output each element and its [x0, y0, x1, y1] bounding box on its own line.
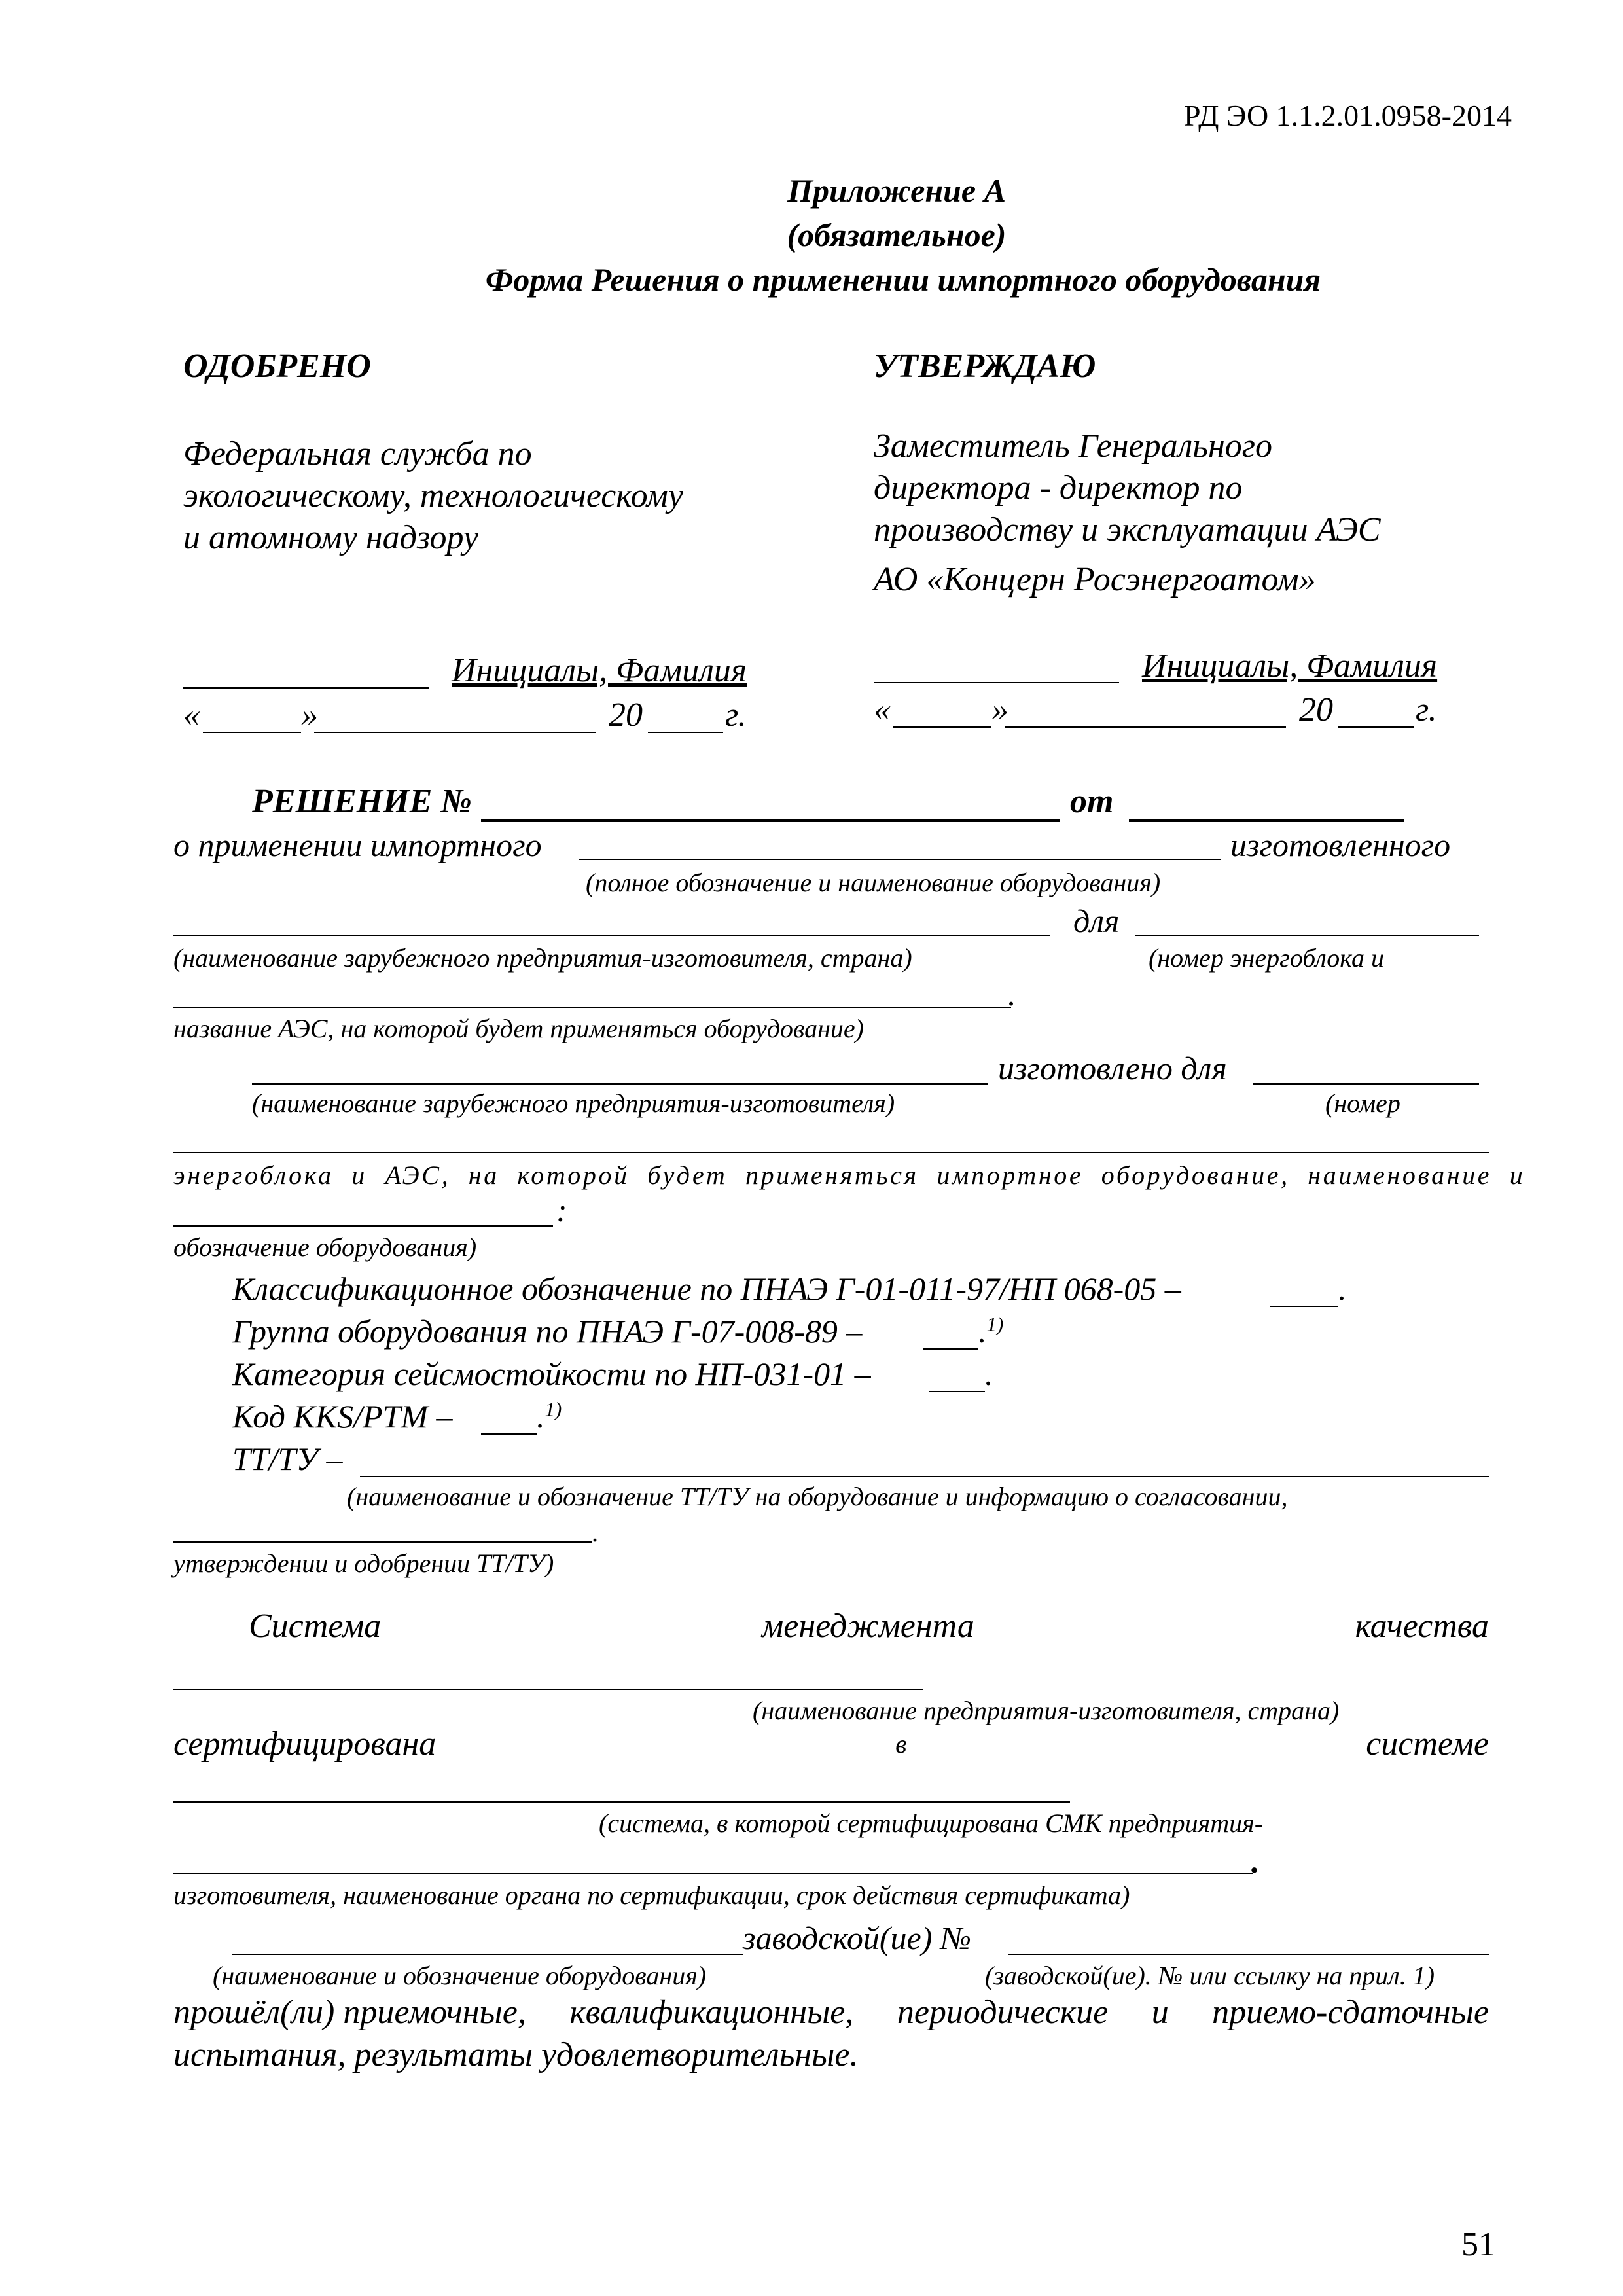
hint-manufacturer: (наименование зарубежного предприятия-изготовителя) — [252, 1088, 895, 1118]
approved-signature-line — [183, 687, 429, 689]
kks-end-period: . — [537, 1398, 545, 1435]
approved-day-line — [203, 732, 301, 733]
group-text: Группа оборудования по ПНАЭ Г-07-008-89 – — [232, 1313, 863, 1350]
confirm-org-line: АО «Концерн Росэнергоатом» — [874, 561, 1316, 598]
confirm-date-open: « — [874, 691, 891, 728]
equipment-line-2 — [232, 1954, 743, 1955]
document-code: РД ЭО 1.1.2.01.0958-2014 — [1184, 99, 1512, 132]
confirm-org-line: производству и эксплуатации АЭС — [874, 511, 1381, 548]
confirm-signature-name: Инициалы, Фамилия — [1142, 647, 1438, 685]
decision-number-line — [481, 819, 1060, 822]
manufacturer-line — [173, 935, 1050, 936]
appendix-status: (обязательное) — [787, 217, 1007, 253]
hint-equipment: (полное обозначение и наименование оборудования) — [586, 868, 1161, 897]
colon: : — [556, 1192, 567, 1229]
period: . — [1250, 1843, 1258, 1880]
hint-cert: изготовителя, наименование органа по сертификации, срок действия сертификата) — [173, 1880, 1130, 1910]
unit-line-2 — [1253, 1083, 1479, 1085]
approved-signature-name: Инициалы, Фамилия — [452, 652, 747, 689]
approved-org-line: экологическому, технологическому — [183, 477, 683, 514]
made-for-text: изготовлено для — [998, 1050, 1227, 1086]
hint-manufacturer-country-2: (наименование предприятия-изготовителя, страна) — [753, 1696, 1340, 1725]
manufacturer-country-line — [173, 1689, 923, 1690]
cert-word: системе — [1366, 1725, 1489, 1763]
hint-unit: (номер энергоблока и — [1149, 943, 1384, 973]
hint-number: (номер — [1325, 1088, 1400, 1118]
serial-text: заводской(ие) № — [743, 1920, 971, 1956]
kks-text: Код KKS/PTM – — [232, 1398, 453, 1435]
passed-word: периодические — [897, 1994, 1109, 2031]
confirm-year: 20 — [1299, 691, 1333, 728]
kks-end — [537, 1397, 562, 1435]
for-text: для — [1073, 903, 1120, 939]
period: . — [1008, 976, 1016, 1013]
approved-date-open: « — [183, 696, 200, 734]
class-end: . — [1338, 1270, 1347, 1307]
decision-from: от — [1070, 783, 1114, 820]
qms-word: Система — [249, 1607, 382, 1645]
passed-word: прошёл(ли) приемочные, — [173, 1994, 526, 2031]
approved-month-line — [314, 732, 596, 733]
confirm-month-line — [1005, 726, 1286, 728]
system-line — [173, 1801, 1070, 1803]
group-end-period: . — [978, 1313, 987, 1350]
group-line — [923, 1348, 978, 1350]
approved-heading: ОДОБРЕНО — [183, 348, 371, 385]
approved-org-line: и атомному надзору — [183, 519, 478, 556]
npp-line — [173, 1007, 1011, 1008]
group-end — [978, 1312, 1003, 1350]
approved-year-suffix: г. — [725, 696, 747, 734]
page-number: 51 — [1461, 2226, 1495, 2263]
class-line — [1270, 1306, 1338, 1307]
cert-line — [173, 1725, 1489, 1764]
hint-tt: (наименование и обозначение ТТ/ТУ на оборудование и информацию о согласовании, — [347, 1482, 1288, 1511]
serial-line — [1008, 1954, 1489, 1955]
hint-manufacturer-country: (наименование зарубежного предприятия-изготовителя, страна) — [173, 943, 912, 973]
hint-serial: (заводской(ие). № или ссылку на прил. 1) — [985, 1961, 1435, 1990]
passed-line-2: испытания, результаты удовлетворительные. — [173, 2036, 859, 2073]
about-text: о применении импортного — [173, 827, 542, 863]
cert-word: сертифицирована — [173, 1725, 437, 1763]
kks-footnote: 1) — [544, 1397, 562, 1421]
approved-year: 20 — [609, 696, 643, 734]
appendix-title: Приложение А — [787, 172, 1006, 209]
approved-year-line — [648, 732, 723, 733]
confirm-org-line: директора - директор по — [874, 469, 1243, 507]
qms-word: менеджмента — [762, 1607, 974, 1645]
passed-word: и — [1151, 1994, 1169, 2031]
qms-line — [249, 1607, 1489, 1645]
period: . — [592, 1518, 599, 1547]
cert-word: в — [895, 1729, 907, 1759]
manufactured-text: изготовленного — [1230, 827, 1451, 863]
manufacturer-line-2 — [252, 1083, 988, 1085]
hint-system: (система, в которой сертифицирована СМК предприятия- — [599, 1808, 1264, 1838]
confirm-heading: УТВЕРЖДАЮ — [874, 348, 1096, 385]
equipment-line — [579, 859, 1221, 860]
hint-equipment-2: (наименование и обозначение оборудования) — [213, 1961, 707, 1990]
cert-body-line — [173, 1873, 1253, 1874]
hint-unit-long-text: энергоблока и АЭС, на которой будет применяться импортное оборудование, наименование и — [173, 1160, 1525, 1190]
unit-npp-line — [173, 1152, 1489, 1153]
approved-date-close: » — [301, 696, 318, 734]
class-text: Классификационное обозначение по ПНАЭ Г-01-011-97/НП 068-05 – — [232, 1270, 1181, 1307]
passed-word: квалификационные, — [569, 1994, 854, 2031]
confirm-year-suffix: г. — [1416, 691, 1437, 728]
tt-line-2 — [173, 1541, 592, 1543]
decision-date-line — [1129, 819, 1404, 822]
confirm-date-close: » — [991, 691, 1008, 728]
designation-line — [173, 1225, 553, 1227]
passed-word: приемо-сдаточные — [1212, 1994, 1489, 2031]
confirm-day-line — [893, 726, 991, 728]
passed-line — [173, 1993, 1489, 2032]
seismic-end: . — [985, 1355, 993, 1392]
unit-line — [1135, 935, 1479, 936]
kks-line — [481, 1433, 537, 1435]
hint-npp: название АЭС, на которой будет применяться оборудование) — [173, 1014, 864, 1043]
hint-designation: обозначение оборудования) — [173, 1232, 477, 1262]
tt-text: ТТ/ТУ – — [232, 1441, 343, 1477]
qms-word: качества — [1355, 1607, 1489, 1645]
seismic-text: Категория сейсмостойкости по НП-031-01 – — [232, 1355, 871, 1392]
hint-tt2: утверждении и одобрении ТТ/ТУ) — [173, 1549, 554, 1578]
group-footnote: 1) — [986, 1312, 1004, 1336]
confirm-signature-line — [874, 682, 1119, 683]
tt-line — [360, 1476, 1489, 1477]
decision-title: РЕШЕНИЕ № — [252, 783, 472, 820]
approved-org-line: Федеральная служба по — [183, 435, 532, 473]
seismic-line — [929, 1391, 985, 1392]
confirm-org-line: Заместитель Генерального — [874, 427, 1273, 465]
form-title: Форма Решения о применении импортного оборудования — [485, 261, 1321, 298]
hint-unit-long — [173, 1160, 1525, 1191]
confirm-year-line — [1338, 726, 1414, 728]
